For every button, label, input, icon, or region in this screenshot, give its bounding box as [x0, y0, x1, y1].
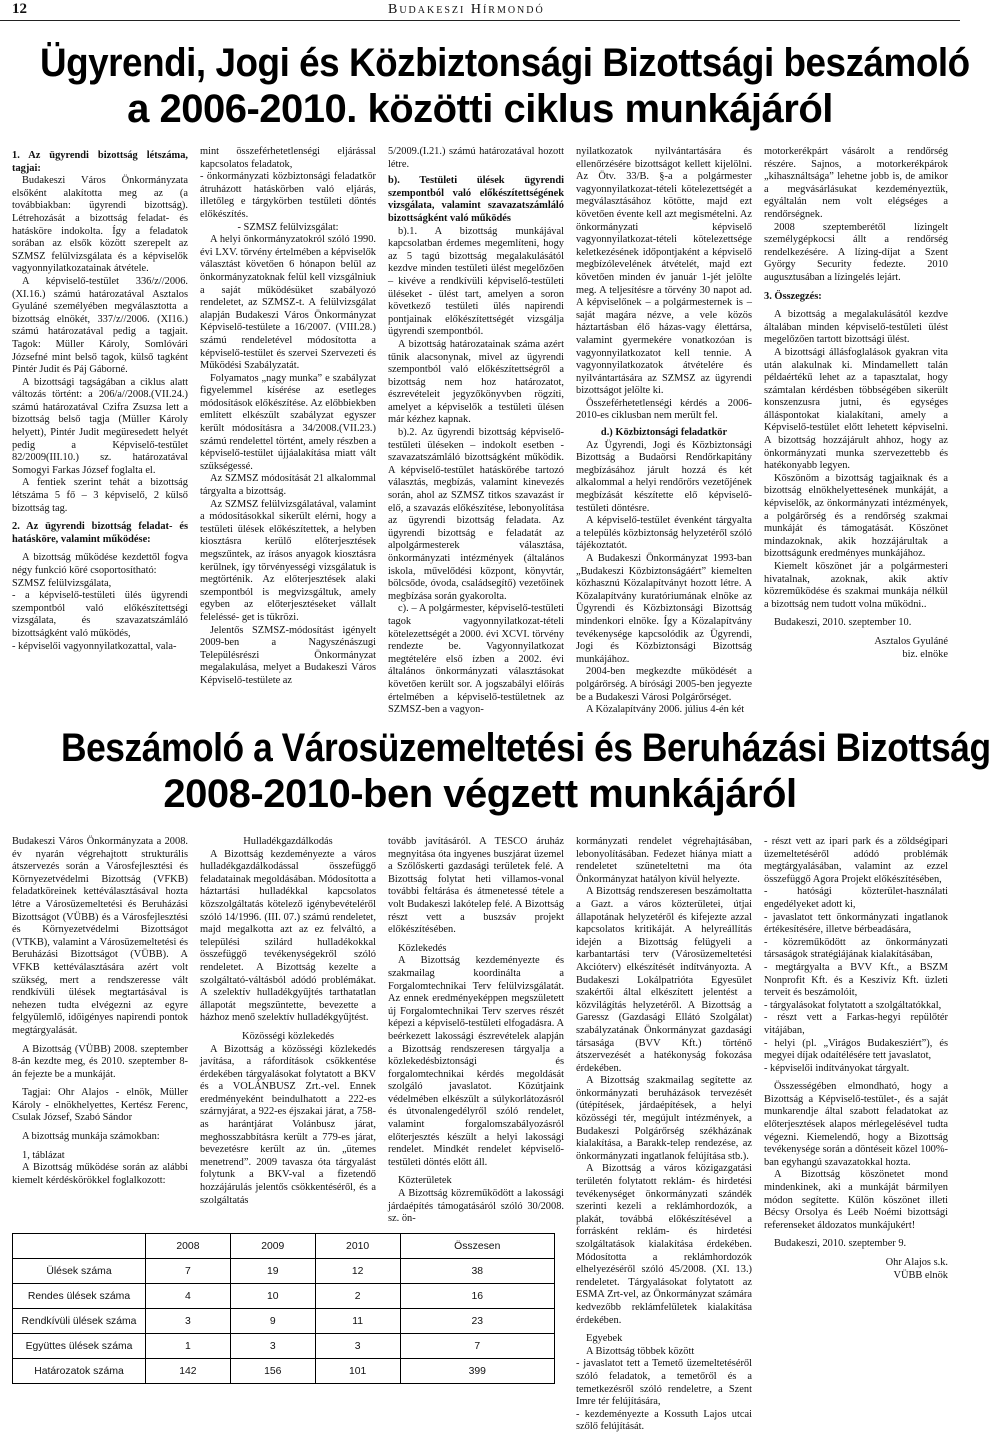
table-cell: 7 — [400, 1334, 554, 1359]
table-cell: 12 — [315, 1259, 400, 1284]
paragraph: Kiemelt köszönet jár a polgármesteri hivatalnak, azoknak, akik aktív közreműködése és szakmai munkája nélkül a bizottság nem tudott volna működni.. — [764, 561, 948, 610]
paragraph: - hatósági közterület-használati engedélyeket adott ki, — [764, 886, 948, 910]
table-cell: 4 — [146, 1284, 231, 1309]
table-header-row — [13, 1234, 555, 1259]
table-row — [13, 1284, 555, 1309]
table-header-cell: 2009 — [230, 1234, 315, 1259]
paragraph: A fentiek szerint tehát a bizottság létszáma 5 fő – 3 képviselő, 2 külső bizottság tag. — [12, 477, 188, 514]
table-cell: 11 — [315, 1309, 400, 1334]
table-row — [13, 1309, 555, 1334]
article1-title-line1: Ügyrendi, Jogi és Közbiztonsági Bizottsági beszámoló — [39, 41, 970, 85]
table-header-cell: Összesen — [400, 1234, 554, 1259]
article2-title — [0, 725, 991, 817]
article1-column-1 — [12, 146, 188, 686]
subheading: Közösségi közlekedés — [241, 1030, 335, 1042]
table-cell: Rendes ülések száma — [13, 1284, 146, 1309]
paragraph: d.) Közbiztonsági feladatkör — [600, 427, 728, 439]
table-header-cell — [13, 1234, 146, 1259]
paragraph: Az SZMSZ módosítását 21 alkalommal tárgyalta a bizottság. — [200, 473, 376, 498]
paragraph: A képviselő-testület 336/z//2006. (XI.16.) számú határozatával Asztalos Gyuláné személyében megválasztotta a bizottság elnökét, 337/z//2006. (XI16.) számú határozatával pedig a tagjait. Tagok: Müller Károly, Somlóvári Józsefné mint belső tagok, külső tagként Pintér Judit és Páj Gáborné. — [12, 275, 188, 376]
paragraph: Budakeszi Város Önkormányzata elsőként alakította meg az (a továbbiakban: ügyrendi bizottság). Létrehozását a bizottság feladat- és hatásköre indokolta. Így a feladatok sorában az elsők között szerepelt az SZMSZ felülvizsgálata és a képviselők vagyonnyilatkozatainak átvétele. — [12, 175, 188, 275]
paragraph: A bizottsági tagságában a ciklus alatt változás történt: a 206/a//2008.(VII.24.) számú határozatával Czifra Zsuzsa lett a bizottság belső tagja (Müller Károly helyett), Pintér Judit megüresedett helyét pedig a Képviselő-testület 82/2009(III.10.) sz. határozatával Somogyi Farkas József foglalta el. — [12, 376, 188, 476]
signature-name: Ohr Alajos s.k. — [885, 1257, 948, 1268]
paragraph: - SZMSZ felülvizsgálat: — [237, 221, 339, 233]
paragraph: Az Ügyrendi, Jogi és Közbiztonsági Bizottság a Budaörsi Rendőrkapitány megbízásához járult hozzá és két alkalommal a helyi rendőrőrs vezetőjének megbízását készítette elő képviselő-testületi döntésre. — [576, 439, 752, 514]
article1-column-4 — [576, 146, 753, 716]
paragraph: 1, táblázat — [22, 1149, 65, 1161]
article1-column-2 — [200, 146, 376, 686]
table-row — [13, 1334, 555, 1359]
signature-title: VÜBB elnök — [893, 1269, 948, 1281]
paragraph: - tárgyalásokat folytatott a szolgáltatókkal, — [764, 999, 942, 1011]
paragraph: A Budakeszi Önkormányzat 1993-ban „Budakeszi Közbiztonságáért” kiemelten közhasznú Közalapítványt hozott létre. A Közalapítvány kuratóriumának elnöke az Ügyrendi és Közbiztonsági Bizottság mindenkori elnöke. Így a Közalapítvány tevékenysége kapcsolódik az Ügyrendi, Jogi és Közbiztonsági Bizottság munkájához. — [576, 553, 752, 665]
paragraph: A Bizottság köszönetet mond mindenkinek, aki a munkáját bármilyen módon segítette. Külön köszönet illeti Bécsy Orsolya és Leéb Noémi bizottsági referenseket áldozatos munkájukért! — [764, 1169, 948, 1231]
table-cell: Együttes ülések száma — [13, 1334, 146, 1359]
paragraph: 2004-ben megkezdte működését a polgárőrség. A bírósági 2005-ben jegyezte be a Budakeszi Városi Polgárőrséget. — [576, 666, 752, 703]
paragraph: Budakeszi Város Önkormányzata a 2008. év nyarán végrehajtott strukturális átszervezés során a Városfejlesztési és Környezetvédelmi Bizottság (VFKB) feladatköreinek kettéválasztásával hozta létre a Városüzemeltetési és Beruházási Bizottságot (VÜBB) és a Városfejlesztési és Környezetvédelmi Bizottságot (VTKB), valamint a Városüzemeltetési és Beruházási Bizottságot (VÜBB). A VFKB kettéválasztására azért volt szükség, mert a rendszeresse vált rendkívüli ülések megtartásával is nehezen tudta elvégezni az egyre felgyülemlő, időigényes napirendi pontok megtárgyalását. — [12, 836, 188, 1036]
paragraph: - részt vett az ipari park és a zöldségipari üzemeltetéséről adódó problémák megtárgyalásában, valamint az ezzel összefüggő Agora Projekt előkészítésében, — [764, 836, 948, 885]
table-header-cell: 2008 — [146, 1234, 231, 1259]
signature-title: biz. elnöke — [902, 648, 948, 660]
paragraph: A helyi önkormányzatokról szóló 1990. évi LXV. törvény értelmében a képviselők választást követően 6 hónapon belül az önkormányzatoknak felül kell vizsgálniuk a saját működésüket szabályozó rendeletet, az SZMSZ-t. A felülvizsgálat alapján Budakeszi Város Önkormányzat Képviselő-testülete a 16/2007. (VIII.28.) számú rendeletével módosította a képviselő-testület és szervei Szervezeti és Működési Szabályzatát. — [200, 234, 376, 372]
header-rule — [0, 20, 960, 21]
table-cell: 10 — [230, 1284, 315, 1309]
table-cell: 399 — [400, 1359, 554, 1384]
paragraph: SZMSZ felülvizsgálata, — [12, 577, 112, 589]
table-cell: 101 — [315, 1359, 400, 1384]
table-cell: 142 — [146, 1359, 231, 1384]
newspaper-name: Budakeszi Hírmondó — [388, 2, 545, 17]
article2-column-5 — [764, 836, 948, 1371]
table-cell: Rendkívüli ülések száma — [13, 1309, 146, 1334]
article2-title-line2: 2008-2010-ben végzett munkájáról — [163, 772, 797, 816]
paragraph: Folyamatos „nagy munka” e szabályzat figyelemmel kísérése az esetleges módosítások előkészítése. Az előbbiekben említett elkészült szabályzat egyszer került módosításra a 34/2008.(VII.23.) számú rendelettel történt, amely részben a képviselő-testület újjáalakítása miatt vált szükségessé. — [200, 372, 376, 472]
paragraph: A bizottság határozatainak száma azért tűnik alacsonynak, mivel az ügyrendi szempontból való előkészítettségről a bizottság nem hoz határozatot, észrevételeit jegyzőkönyvben rögzíti, amelyet a képviselők a testületi ülésen már kézhez kapnak. — [388, 338, 564, 426]
subheading: Közterületek — [398, 1175, 452, 1187]
table-cell: 3 — [146, 1309, 231, 1334]
paragraph: - képviselői indítványokat tárgyalt. — [764, 1062, 910, 1074]
paragraph: Tagjai: Ohr Alajos - elnök, Müller Károly - elnökhelyettes, Kertész Ferenc, Csulak József, Szabó Sándor — [12, 1087, 188, 1124]
subheading: Egyebek — [586, 1333, 623, 1345]
table-cell: 3 — [230, 1334, 315, 1359]
table-row — [13, 1259, 555, 1284]
paragraph: A Bizottság kezdeményezte és szakmailag koordinálta a Forgalomtechnikai Terv felülvizsgálatát. Az ennek eredményeképpen megszületett új Forgalomtechnikai Terv szerves részét képezi a képviselő-testületi elfogadásra. A beérkezett lakossági észrevételek alapján a Bizottság rendszeresen tárgyalja a közlekedésbiztonsági és forgalomtechnikai kérdés megoldását szolgáló javaslatot. Közútjaink védelmében elkészült a súlykorlátozásról és útvonalengedélyről szóló rendelet, valamint forgalomszabályozásról előterjesztés készült a helyi lakossági rendelet. Mindkét rendelet képviselő-testületi döntés előtt áll. — [388, 955, 564, 1168]
paragraph: A Bizottság többek között — [586, 1345, 695, 1357]
table-row — [13, 1359, 555, 1384]
paragraph: A Bizottság szakmailag segítette az önkormányzati beruházások tervezését (útépítések, járdaépítések, a helyi közösségi tér, megújult intézmények, a Budakeszi Polgárőrség székházának kialakítása, a Barakk-telep rendezése, az önkormányzati ingatlanok felújítása stb.). — [576, 1075, 752, 1162]
table-cell: 16 — [400, 1284, 554, 1309]
paragraph: motorkerékpárt vásárolt a rendőrség részére. Sajnos, a motorkerékpárok „kihasználtsága” lehetne jobb is, de amikor a megvásárlásukat kezdeményeztük, egyáltalán nem volt elégséges a rendőrségnek. — [764, 146, 948, 220]
paragraph: A Bizottság kezdeményezte a város hulladékgazdálkodással összefüggő feladatainak megoldásában. Módosította a háztartási hulladékkal kapcsolatos közszolgáltatás kötelező igénybevételéről szóló 14/1996. (III. 07.) számú rendeletet, majd megalkotta azt az ez felváltó, a települési szilárd hulladékokkal összefüggő tevékenységekről szóló rendeletet. A Bizottság kezelte a szolgáltató-váltásból adódó problémákat. A szelektív hulladékgyűjtés tarthatatlan állapotát megszüntette, bevezette a házhoz menő szelektív hulladékgyűjtést. — [200, 848, 376, 1024]
paragraph: Az SZMSZ felülvizsgálatával, valamint a módosításokkal sikerült elérni, hogy a testületi ülések előkészítettek, a helyben kiosztásra kerülő előterjesztések megszűntek, az írásos anyagok kiosztásra kerülnek, így törvényességi vizsgálatuk is megtörténik. Az előterjesztések alaki szempontból is megvizsgáltuk, amely egyben az előterjesztéseket vállalt feleléssé- get is tükrözi. — [200, 498, 376, 623]
page-number: 12 — [12, 1, 27, 17]
paragraph: A Bizottság közreműködött a lakossági járdaépítés támogatásáról szóló 30/2008. sz. ön- — [388, 1188, 564, 1225]
paragraph: 3. Összegzés: — [764, 290, 822, 302]
page-header — [0, 0, 960, 20]
article1-column-3 — [388, 146, 564, 716]
paragraph: Köszönöm a bizottság tagjaiknak és a bizottság elnökhelyettesének munkáját, a képviselők, az önkormányzati intézmények, a polgárőrség és a rendőrség szakmai munkáját és támogatását. Köszönet mindazoknak, akik hozzájárultak a bizottságunk eredményes munkájához. — [764, 472, 948, 560]
paragraph: A képviselő-testület évenként tárgyalta a település közbiztonság helyzetéről szóló tájékoztatót. — [576, 515, 752, 552]
paragraph: mint összeférhetetlenségi eljárással kapcsolatos feladatok, — [200, 146, 376, 170]
paragraph: b).2. Az ügyrendi bizottság képviselő-testületi üléseken – indokolt esetben - szavazatszámláló bizottságként működik. A képviselő-testület hatáskörébe tartozó választás, megbízás, valamint kinevezés során, ahol az SZMSZ titkos szavazást ír elő, a szavazás előkészítése, lebonyolítása az ügyrendi bizottság feladata. Az ügyrendi bizottság e feladatát az alpolgármesterek választása, önkormányzati intézmények (általános iskola, művelődési központ, könyvtár, bölcsőde, óvoda, családsegítő) vezetőinek megbízása során gyakorolta. — [388, 427, 564, 602]
table-cell: 19 — [230, 1259, 315, 1284]
signature-name: Asztalos Gyuláné — [874, 635, 948, 647]
paragraph: 1. Az ügyrendi bizottság létszáma, tagjai: — [12, 150, 188, 174]
paragraph: - javaslatot tett önkormányzati ingatlanok értékesítésére, illetve bérbeadására, — [764, 911, 948, 936]
table-cell: 7 — [146, 1259, 231, 1284]
paragraph: A Közalapítvány 2006. július 4-én két — [586, 704, 745, 716]
table-cell: Határozatok száma — [13, 1359, 146, 1384]
paragraph: nyilatkozatok nyilvántartására és ellenőrzésére bizottságot kellett kijelölni. Az Ötv. 33/B. §-a a polgármester vagyonnyilatkozat-tételi kötelezettségét a megválasztásához kötötte, majd ezt követően évente kell azt megismételni. Az önkormányzati képviselő vagyonnyilatkozat-tételi kötelezettsége keletkezésének időpontjaként a képviselő megbízólevelének átvételét, majd ezt követően minden év január 1-jét jelölte meg. A teljesítésre a törvény 30 napot ad. A képviselőnek – a polgármesternek is – saját magára nézve, a vele közös háztartásban élő házas-vagy élettársa, valamint gyermekére vonatkozóan is vagyonnyilatkozatot kell tennie. A vagyonnyilatkozatok átvételére és nyilvántartására az SZMSZ az ügyrendi bizottságot jelölte ki. — [576, 146, 753, 397]
paragraph: Összeférhetetlenségi kérdés a 2006-2010-es ciklusban nem merült fel. — [576, 397, 752, 422]
article2-column-2 — [200, 836, 376, 1226]
paragraph: tovább javításáról. A TESCO áruház megnyitása óta ingyenes buszjárat üzemel a Szőlőskerti gazdasági területek felé. A Bizottság folytat heti villamos-vonal további feltárása és átmenetessé tétele a volt Budakeszi lakótelep felé. A Bizottság részt vett a buszsáv projekt előkészítésében. — [388, 836, 564, 936]
article2-column-3 — [388, 836, 564, 1226]
article2-column-1 — [12, 836, 188, 1226]
paragraph: A bizottság munkája számokban: — [22, 1131, 160, 1143]
article1-column-5 — [764, 146, 948, 686]
table-cell: 3 — [315, 1334, 400, 1359]
paragraph: - javaslatot tett a Temető üzemeltetéséről szóló feladatok, a temetőről és a temetkezésről szóló rendeletre, a Szent Imre tér felújítására, — [576, 1358, 752, 1408]
article1-title-line2: a 2006-2010. közötti ciklus munkájáról — [127, 87, 833, 131]
dateline: Budakeszi, 2010. szeptember 9. — [774, 1238, 907, 1250]
table-cell: 38 — [400, 1259, 554, 1284]
dateline: Budakeszi, 2010. szeptember 10. — [774, 617, 912, 629]
table-cell: 156 — [230, 1359, 315, 1384]
paragraph: b).1. A bizottság munkájával kapcsolatban érdemes megemlíteni, hogy az 5 tagú bizottság megalakulásától kezdve minden testületi ülést megelőzően – kivéve a rendkívüli képviselő-testületi üléseket - ülést tart, amelyen a soron következő testületi ülés napirendi pontjainak előkészítettségét vizsgálja ügyrendi szempontból. — [388, 225, 564, 338]
paragraph: A bizottsági állásfoglalások gyakran vita után alakulnak ki. Mindamellett talán példaértékű lehet az a tapasztalat, hogy számtalan kérdésben többségében sikerült konszenzusra jutni, és egységes álláspontokat kialakítani, amely a Képviselő-testület előtt lehetett képviselni. A bizottság hozzájárult ahhoz, hogy az önkormányzati munka szervezettebb és hatékonyabb legyen. — [764, 346, 948, 472]
paragraph: 2008 szeptemberétől lízingelt személygépkocsi állt a rendőrség rendelkezésére. A lízing-díjat a Szent György Security fedezte. 2010 augusztusában a lízingelés lejárt. — [764, 221, 948, 283]
paragraph: - megtárgyalta a BVV Kft., a BSZM Nonprofit Kft. és a Keszivíz Kft. üzleti terveit és beszámolóit, — [764, 961, 948, 999]
subheading: Hulladékgazdálkodás — [243, 836, 333, 847]
table-cell: 1 — [146, 1334, 231, 1359]
paragraph: - részt vett a Farkas-hegyi repülőtér vitájában, — [764, 1012, 948, 1036]
article2-title-line1: Beszámoló a Városüzemeltetési és Beruházási Bizottság — [60, 726, 991, 770]
article1-title — [0, 40, 970, 132]
article2-column-4 — [576, 836, 752, 1433]
paragraph: b). Testületi ülések ügyrendi szempontból való előkészítettségének vizsgálata, valamint szavazatszámláló bizottságként való működés — [388, 175, 564, 224]
paragraph: A bizottság a megalakulásától kezdve általában minden képviselő-testületi ülést megelőzően tartott bizottsági ülést. — [764, 309, 948, 346]
paragraph: 5/2009.(I.21.) számú határozatával hozott létre. — [388, 146, 564, 170]
paragraph: A Bizottság rendszeresen beszámoltatta a Gazt. a város közterületei, útjai állapotának helyzetéről és kifejezte azzal kapcsolatos kritikáját. A helyreállítás idején a Bizottság felügyeli a karbantartási terv (Városüzemeltetési Akcióterv) elkészítését indítványozta. A Budakeszi Lokálpatrióta Egyesület szakértői által elkészített jelentést a közvilágítás helyzetéről. A Bizottság a Garessz (Gazdasági Ellátó Szolgálat) szabályzatának Önkormányzat gazdasági társasága (BVV Kft.) történő átszervezését a hatékonyság fokozása érdekében. — [576, 886, 752, 1074]
table-header-cell: 2010 — [315, 1234, 400, 1259]
paragraph: 2. Az ügyrendi bizottság feladat- és hatásköre, valamint működése: — [12, 521, 188, 545]
paragraph: - kezdeményezte a Kossuth Lajos utcai szőlő felújítását. — [576, 1408, 752, 1433]
paragraph: c). – A polgármester, képviselő-testületi tagok vagyonnyilatkozat-tételi kötelezettségét a 2000. évi XCVI. törvény rendezte be. Vagyonnyilatkozat megtételére első ízben a 2002. évi általános önkormányzati választásokat követően került sor. A jogszabályi előírás értelmében a képviselő-testületnek az SZMSZ-ben a vagyon- — [388, 603, 564, 716]
paragraph: A Bizottság működése során az alábbi kiemelt kérdéskörökkel foglalkozott: — [12, 1162, 188, 1186]
paragraph: A bizottság működése kezdettől fogva négy funkció köré csoportosítható: — [12, 552, 188, 576]
paragraph: - közreműködött az önkormányzati társaságok stratégiájának kialakításában, — [764, 936, 948, 961]
paragraph: - a képviselő-testületi ülés ügyrendi szempontból való előkészítettségi vizsgálata, és szavazatszámláló bizottságként való működés, — [12, 590, 188, 639]
paragraph: A Bizottság a város közigazgatási területén folytatott reklám- és hirdetési tevékenységet önkormányzati szándék szerinti kezeli a reklámhordozók, a plakát, továbbá előkészítésével a forrásként reklám- és hirdetési szolgáltatások kialakítása érdekében. Módosította a reklámhordozók elhelyezéséről szóló 45/2008. (XI. 13.) rendeletet. Tárgyalásokat folytatott az ESMA Zrt-vel, az Önkormányzat számára kedvezőbb reklámfelületek kialakítása érdekében. — [576, 1163, 752, 1326]
table-cell: Ülések száma — [13, 1259, 146, 1284]
paragraph: kormányzati rendelet végrehajtásában, lebonyolításában. Fedezet hiánya miatt a rendeletet szüneteltetni ma óta Önkormányzat hatályon kívül helyezte. — [576, 836, 752, 885]
statistics-table — [12, 1233, 555, 1384]
paragraph: Összességében elmondható, hogy a Bizottság a Képviselő-testület-, és a saját munkarendje által szabott feladatokat az előterjesztések alapos mérlegelésével tudta végezni. Kiemelendő, hogy a Bizottság tevékenysége során a döntéseit közel 100%-ban egyhangú szavazatokkal hozta. — [764, 1081, 948, 1168]
paragraph: A Bizottság a közösségi közlekedés javítása, a ráfordítások csökkentése érdekében tárgyalásokat folytatott a BKV és a VOLÁNBUSZ Zrt.-vel. Ennek eredményeként beindulhatott a 222-es szárnyjárat, a 922-es éjszakai járat, a 758-as harántjárat Volánbusz járat, meghosszabbításra került a 779-es járat, bevezetésre került az ún. „ütemes menetrend”. 2009 tavasza óta tárgyalást folytunk a BKV-val a fizetendő hozzájárulás jelentős csökkentéséről, és a szolgáltatás — [200, 1043, 376, 1206]
paragraph: A Bizottság (VÜBB) 2008. szeptember 8-án kezdte meg, és 2010. szeptember 8-án fejezte be a munkáját. — [12, 1043, 188, 1080]
subheading: Közlekedés — [398, 942, 447, 954]
paragraph: - képviselői vagyonnyilatkozattal, vala- — [12, 640, 177, 652]
table-cell: 23 — [400, 1309, 554, 1334]
table-cell: 2 — [315, 1284, 400, 1309]
paragraph: - helyi (pl. „Virágos Budakesziért”), és megyei díjak odaítélésére tett javaslatot, — [764, 1037, 948, 1062]
paragraph: Jelentős SZMSZ-módosítást igényelt 2009-ben a Nagyszénászugi Településrészi Önkormányzat megalakulása, melyet a Budakeszi Város Képviselő-testülete az — [200, 624, 376, 686]
paragraph: - önkormányzati közbiztonsági feladatkör átruházott hatáskörben való eljárás, illetőleg e tárgykörben testületi döntés előkészítés. — [200, 171, 376, 220]
table-cell: 9 — [230, 1309, 315, 1334]
